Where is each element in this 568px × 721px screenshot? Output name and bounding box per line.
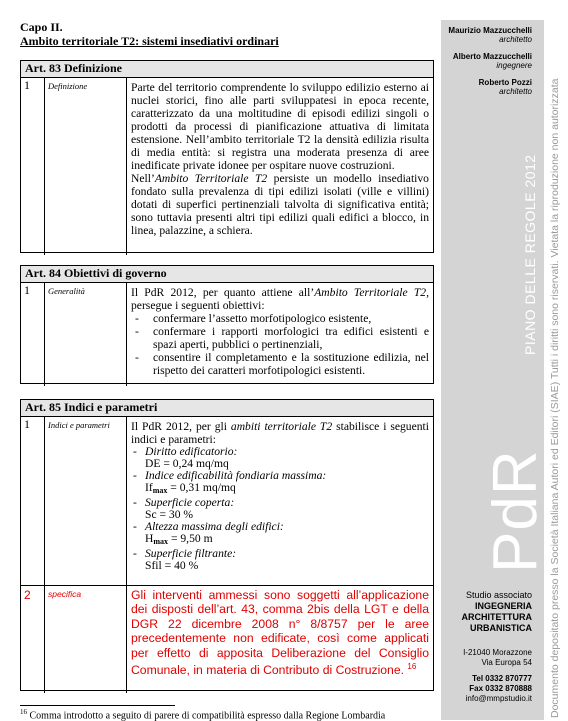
paragraph-text [127, 586, 433, 693]
article-83 [20, 60, 434, 253]
list-item: - confermare i rapporti morfologici tra edifici esistenti e spazi aperti, pubblici o pertinenziali, [131, 325, 429, 351]
studio-contacts: Tel 0332 870777 Fax 0332 870888 info@mmpstudio.it [465, 674, 532, 703]
paragraph-label: specifica [45, 586, 127, 693]
parameter-value: Sfil = 40 % [145, 559, 199, 572]
chapter-subtitle: Ambito territoriale T2: sistemi insediativi ordinari [20, 34, 279, 48]
objectives-list [131, 312, 429, 377]
paragraph-label: Definizione [45, 78, 127, 255]
article-85-row-2 [21, 586, 433, 693]
parameter-title: - Altezza massima degli edifici: [131, 521, 429, 533]
studio-block: Studio associato INGEGNERIA ARCHITETTURA URBANISTICA I-21040 Morazzone Via Europa 54 Tel 0332 870777 Fax 0332 870888 info@mmpstudio.it [441, 590, 532, 704]
article-85 [20, 399, 434, 691]
parameter-title: - Indice edificabilità fondiaria massima: [131, 470, 429, 482]
credits-block [441, 26, 532, 104]
article-84-heading: Art. 84 Obiettivi di governo [21, 266, 433, 283]
copyright-notice: Documento depositato presso la Società Italiana Autori ed Editori (SIAE) Tutti i diritti sono riservati. Vietata la riproduzione non autorizzata [549, 78, 561, 718]
article-83-row [21, 78, 433, 255]
article-84-row [21, 283, 433, 386]
paragraph-label: Indici e parametri [45, 417, 127, 585]
paragraph-number: 1 [21, 78, 45, 255]
credit-entry: Maurizio Mazzucchelli architetto [448, 26, 532, 44]
parameter-title: - Superficie filtrante: [131, 548, 429, 560]
article-85-heading: Art. 85 Indici e parametri [21, 400, 433, 417]
article-83-heading: Art. 83 Definizione [21, 61, 433, 78]
paragraph-text [127, 78, 433, 255]
paragraph-number: 1 [21, 417, 45, 585]
definition-text: Parte del territorio comprendente lo sviluppo edilizio esterno ai nuclei storici, fino alle parti sviluppatesi in epoca recente, caratterizzato da una moltitudine di episodi edilizi singoli o prodotti da processi di pianificazione attuativa di limitata estensione. Nell’ambito territoriale T2 la densità edilizia risulta di media entità: si registra una moderata presenza di aree inedificate private idonee per ospitare nuove costruzioni. [131, 81, 429, 172]
parameter-title: - Diritto edificatorio: [131, 446, 429, 458]
article-84 [20, 265, 434, 384]
chapter-title: Capo II. [20, 20, 63, 34]
paragraph-text [127, 283, 433, 386]
parameters-intro: Il PdR 2012, per gli ambiti territoriale T2 stabilisce i seguenti indici e parametri: [131, 420, 429, 446]
footnote [20, 708, 385, 721]
list-item: - confermare l’assetto morfotipologico esistente, [131, 312, 429, 325]
article-85-row-1 [21, 417, 433, 586]
credit-entry: Roberto Pozzi architetto [478, 78, 532, 96]
parameter-value: Sc = 30 % [145, 508, 194, 521]
parameter-value: Hmax = 9,50 m [145, 532, 213, 546]
plan-title: PIANO DELLE REGOLE 2012 [522, 154, 538, 355]
model-text: Nell’Ambito Territoriale T2 persiste un modello insediativo fondato sulla prevalenza di tipi edilizi isolati (ville e villini) dotati di superfici pertinenziali talvolta di significativa entità; sono tuttavia presenti altri tipi edilizi quali edifici a blocco, in linea, palazzine, a schiera. [131, 172, 429, 237]
studio-address: I-21040 Morazzone Via Europa 54 [463, 648, 532, 667]
paragraph-label: Generalità [45, 283, 127, 386]
footnote-separator [20, 705, 175, 706]
credit-entry: Alberto Mazzucchelli ingegnere [452, 52, 532, 70]
pdr-logo: PdR [481, 449, 550, 573]
parameter-value: Ifmax = 0,31 mq/mq [145, 481, 236, 495]
objectives-intro: Il PdR 2012, per quanto attiene all’Ambito Territoriale T2, persegue i seguenti obiettivi: [131, 286, 429, 312]
footnote-ref: 16 [407, 662, 417, 672]
paragraph-text [127, 417, 433, 585]
parameter-title: - Superficie coperta: [131, 497, 429, 509]
parameter-value: DE = 0,24 mq/mq [145, 457, 229, 470]
chapter-heading [20, 20, 279, 48]
paragraph-number: 2 [21, 586, 45, 693]
list-item: - consentire il completamento e la sostituzione edilizia, nel rispetto dei caratteri morfotipologici esistenti. [131, 351, 429, 377]
footnote-text: Comma introdotto a seguito di parere di compatibilità espresso dalla Regione Lombardia [29, 710, 386, 721]
footnote-number: 16 [20, 708, 27, 716]
specification-text: Gli interventi ammessi sono soggetti all’applicazione dei disposti dell’art. 43, comma 2bis della LGT e della DGR 22 dicembre 2008 n° 8/8757 per le aree precedentemente non edificate, così come applicati per effetto di apposita Deliberazione del Consiglio Comunale, in materia di Contributo di Costruzione. [131, 588, 429, 678]
paragraph-number: 1 [21, 283, 45, 386]
